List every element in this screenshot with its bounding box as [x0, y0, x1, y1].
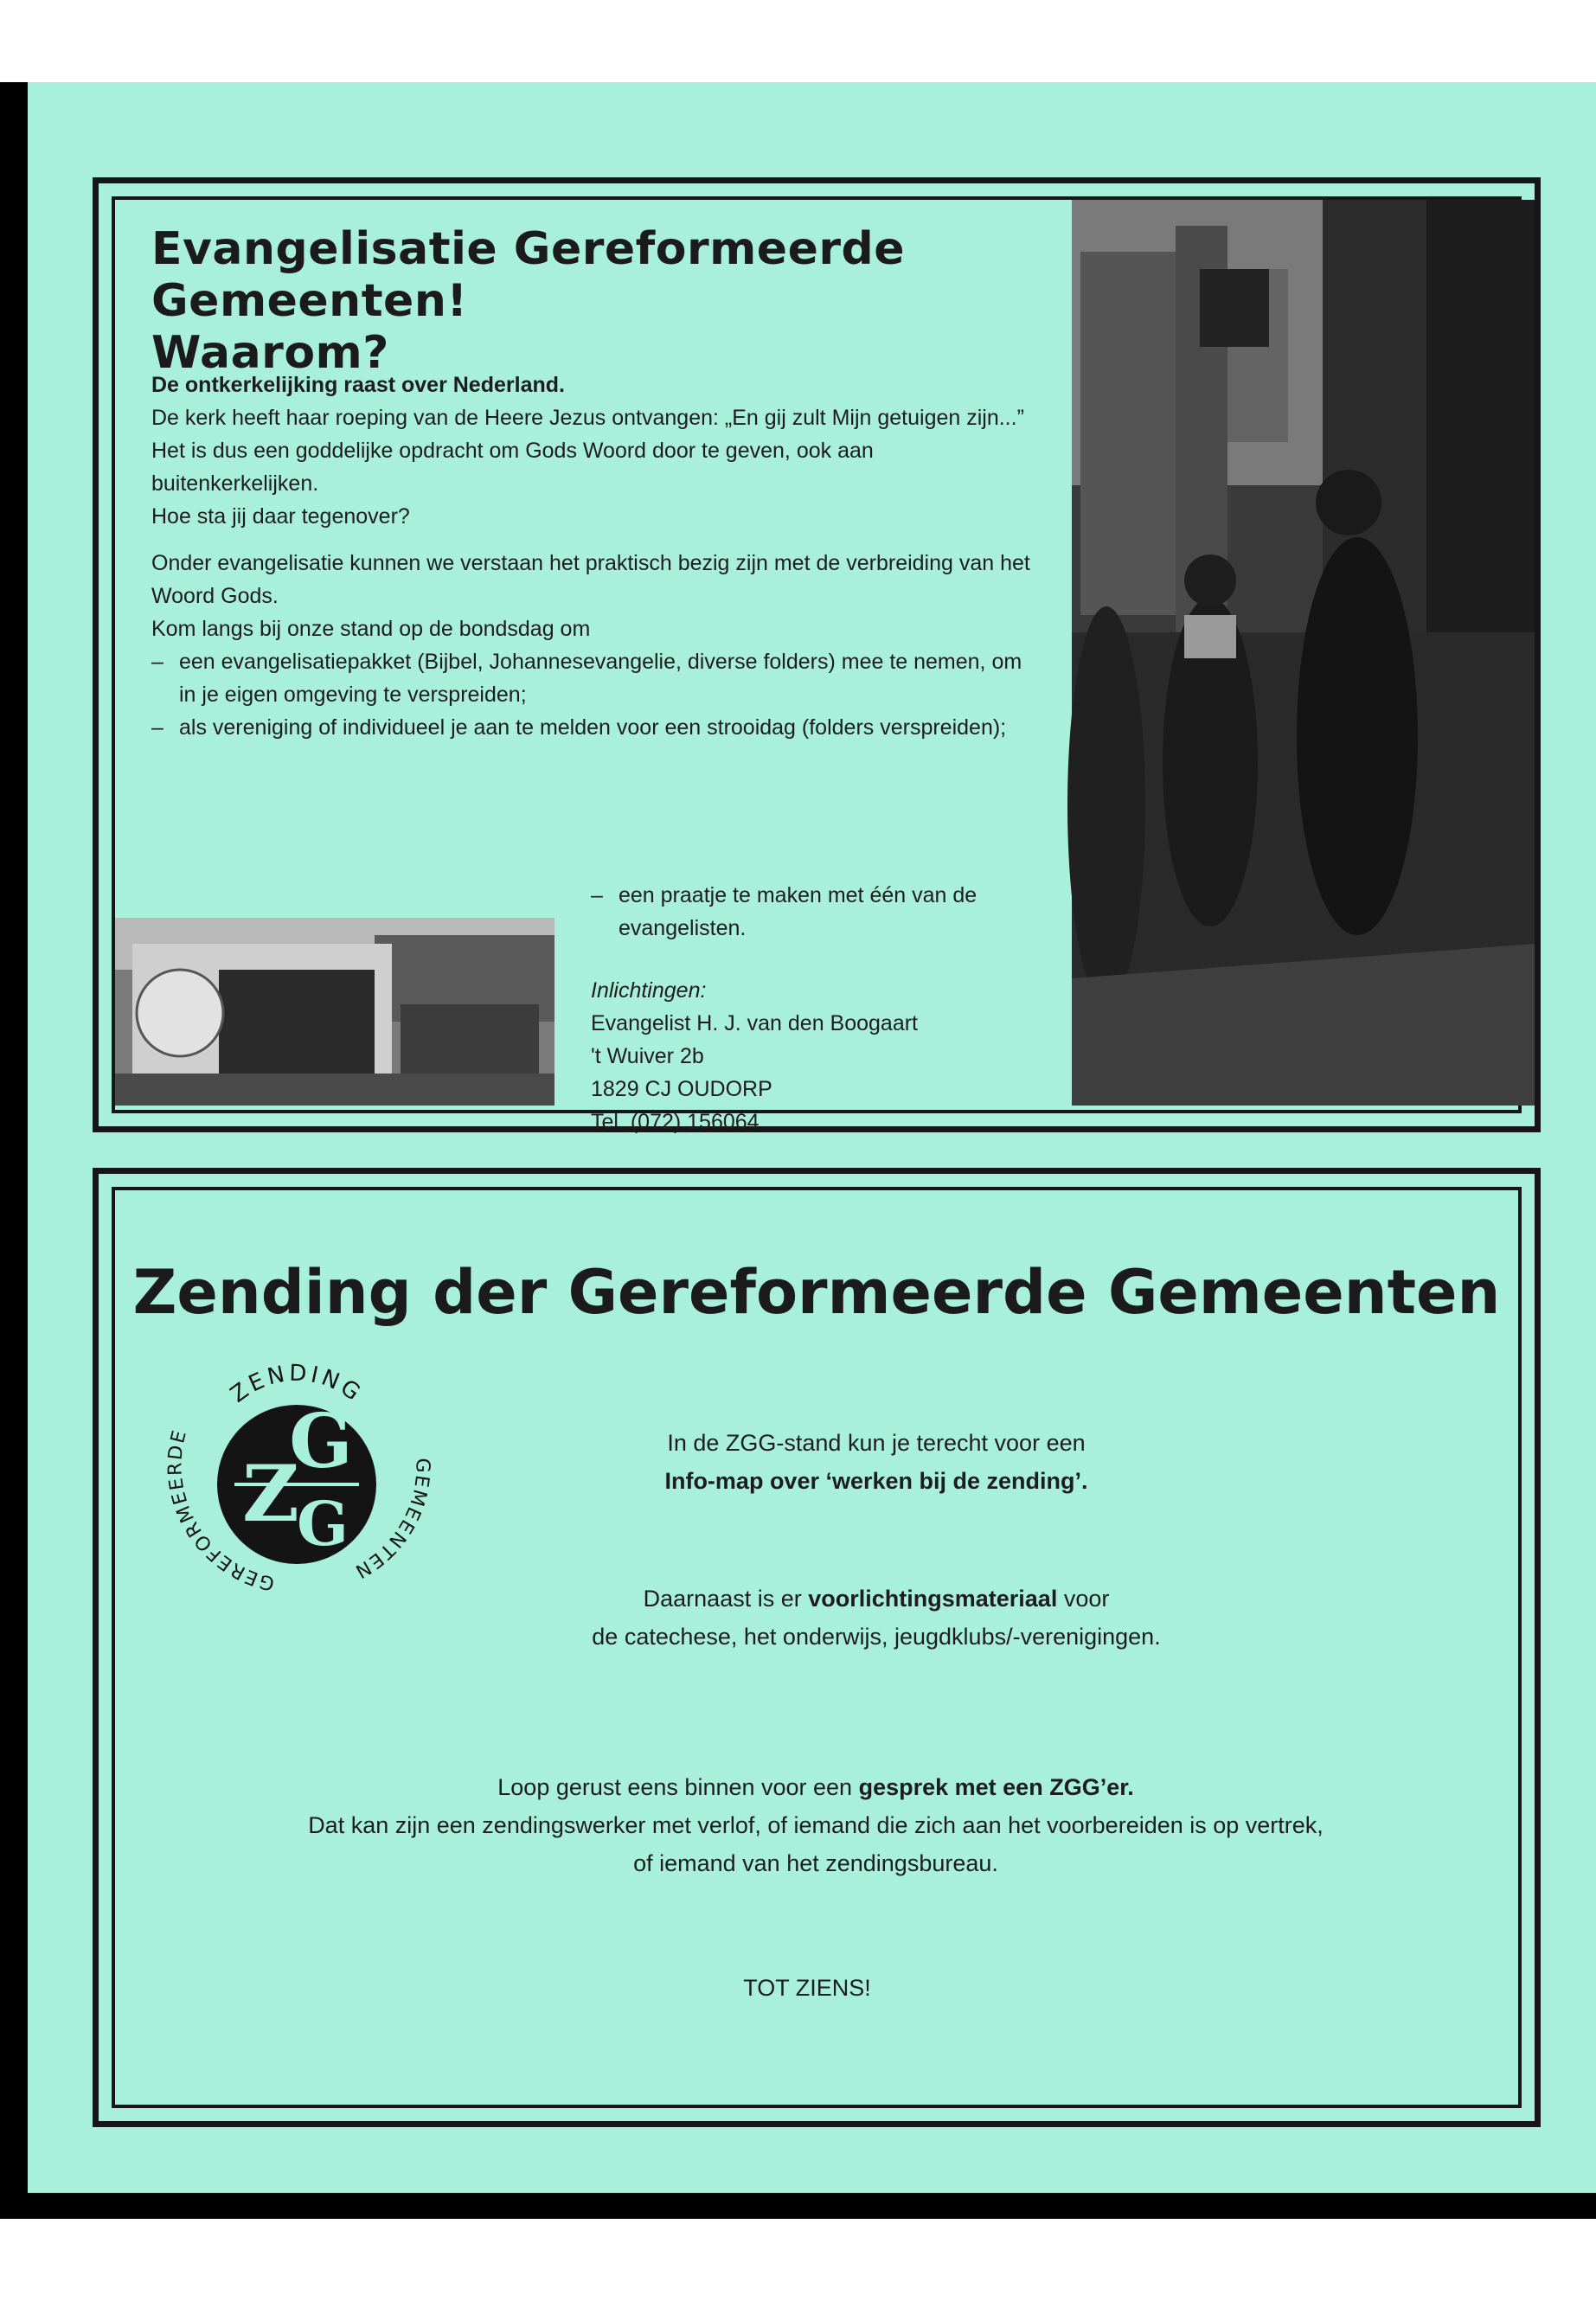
paper-sheet [28, 82, 1596, 2193]
gesprek-bold: gesprek met een ZGG’er. [858, 1774, 1134, 1800]
gesprek-line3: of iemand van het zendingsbureau. [633, 1850, 998, 1876]
lead-text: De ontkerkelijking raast over Nederland. [151, 373, 565, 397]
monogram-mid: Z [242, 1448, 299, 1540]
scan-background [0, 82, 1596, 2219]
info-line2: Info-map over ‘werken bij de zending’. [664, 1468, 1088, 1494]
closing-text: TOT ZIENS! [743, 1975, 871, 2001]
contact-block [591, 974, 1006, 1138]
para1-line: Het is dus een goddelijke opdracht om Gods Woord door te geven, ook aan buitenkerkelijken. [151, 439, 874, 496]
material-post: voor [1057, 1586, 1110, 1612]
title-line1: Evangelisatie Gereformeerde Gemeenten! [151, 223, 905, 327]
evangelisatie-title [151, 224, 1189, 379]
contact-street: 't Wuiver 2b [591, 1044, 704, 1068]
para1-line: Hoe sta jij daar tegenover? [151, 504, 410, 529]
logo-left-text: GEREFORMEERDE [164, 1426, 277, 1594]
logo-top-text: ZENDING [226, 1360, 368, 1408]
title-line2: Waarom? [151, 326, 389, 379]
para1-line: De kerk heeft haar roeping van de Heere Jezus ontvangen: „En gij zult Mijn getuigen zijn...” [151, 406, 1024, 430]
stand-photo-illustration [115, 918, 554, 1106]
gesprek-line2: Dat kan zijn een zendingswerker met verlof, of iemand die zich aan het voorbereiden is op vertrek, [308, 1812, 1324, 1838]
zgg-logo [158, 1329, 435, 1606]
monogram-bottom: G [297, 1488, 349, 1560]
material-pre: Daarnaast is er [643, 1586, 809, 1612]
para2-line: Kom langs bij onze stand op de bondsdag om [151, 617, 591, 641]
contact-city: 1829 CJ OUDORP [591, 1077, 772, 1101]
zending-panel [93, 1168, 1541, 2127]
bullet-item: een praatje te maken met één van de evangelisten. [619, 883, 977, 940]
stand-photo [115, 918, 554, 1106]
gesprek-pre: Loop gerust eens binnen voor een [497, 1774, 859, 1800]
material-bold: voorlichtingsmateriaal [808, 1586, 1058, 1612]
material-text [461, 1580, 1292, 1656]
logo-right-text: GEMEENTEN [349, 1458, 433, 1583]
contact-label: Inlichtingen: [591, 978, 707, 1003]
zending-inner-frame [112, 1187, 1522, 2108]
contact-name: Evangelist H. J. van den Boogaart [591, 1011, 919, 1035]
dash-marker: – [591, 883, 603, 907]
gesprek-text [167, 1768, 1465, 1882]
bullet-list [151, 645, 1034, 744]
material-line2: de catechese, het onderwijs, jeugdklubs/-verenigingen. [592, 1624, 1161, 1650]
contact-phone: Tel. (072) 156064 [591, 1110, 760, 1134]
zending-title: Zending der Gereformeerde Gemeenten [132, 1257, 1501, 1328]
bullet-praatje [591, 879, 1006, 945]
para2-line: Onder evangelisatie kunnen we verstaan het praktisch bezig zijn met de verbreiding van het Woord Gods. [151, 551, 1030, 608]
bullet-item: – een evangelisatiepakket (Bijbel, Johannesevangelie, diverse folders) mee te nemen, om in je eigen omgeving te verspreiden; [151, 645, 1034, 711]
bullet-item: – als vereniging of individueel je aan te melden voor een strooidag (folders verspreiden); [151, 711, 1034, 744]
monogram-top: G [289, 1398, 353, 1485]
info-line1: In de ZGG-stand kun je terecht voor een [667, 1430, 1086, 1456]
evangelisatie-body [151, 369, 1034, 744]
evangelisatie-panel [93, 177, 1541, 1132]
info-map-text [548, 1424, 1205, 1500]
evangelisatie-inner-frame [112, 196, 1522, 1134]
